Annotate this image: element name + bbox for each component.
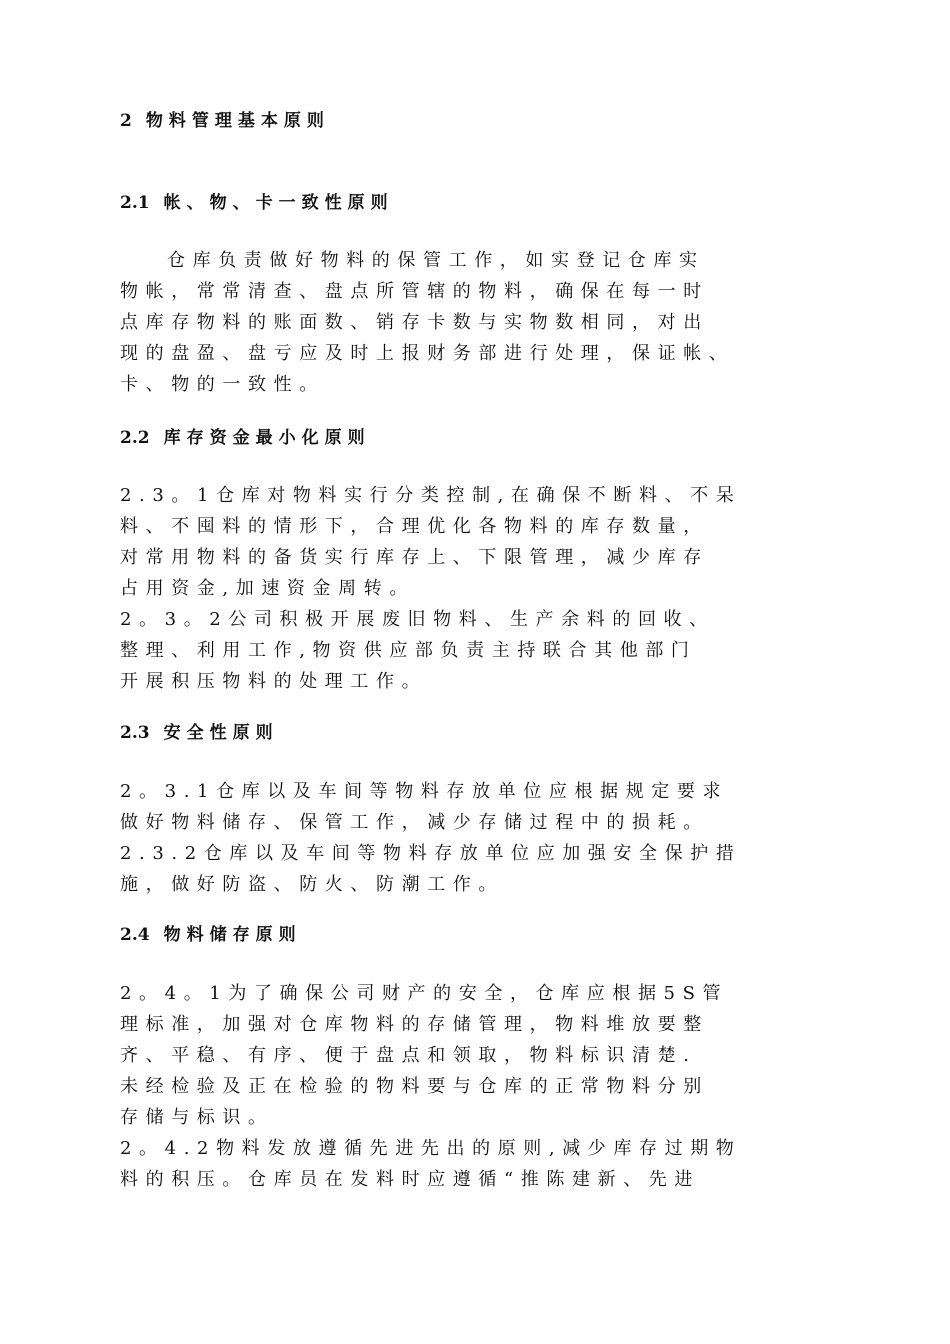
paragraph-line: 整理、利用工作,物资供应部负责主持联合其他部门 [120, 640, 697, 661]
chapter-number: 2 [120, 111, 132, 131]
paragraph-line: 对常用物料的备货实行库存上、下限管理，减少库存 [120, 547, 709, 568]
paragraph-line: 卡、物的一致性。 [120, 374, 325, 395]
chapter-title: 物料管理基本原则 [145, 111, 330, 131]
paragraph-line: 仓库负责做好物料的保管工作，如实登记仓库实 [167, 250, 705, 271]
paragraph-line: 2。4。1为了确保公司财产的安全，仓库应根据5S管 [120, 983, 729, 1004]
paragraph-line: 理标准，加强对仓库物料的存储管理，物料堆放要整 [120, 1014, 709, 1035]
paragraph-line: 施，做好防盗、防火、防潮工作。 [120, 874, 504, 895]
paragraph-line: 现的盘盈、盘亏应及时上报财务部进行处理，保证帐、 [120, 343, 735, 364]
section-heading-2-4 [120, 920, 302, 945]
paragraph-line: 2.3。1仓库对物料实行分类控制,在确保不断料、不呆 [120, 485, 742, 506]
section-number: 2.2 [120, 428, 150, 448]
section-heading-2-3 [120, 718, 279, 743]
section-number: 2.1 [120, 193, 150, 213]
section-title: 安全性原则 [163, 723, 279, 743]
paragraph-line: 做好物料储存、保管工作，减少存储过程中的损耗。 [120, 812, 709, 833]
paragraph-line: 2。3。2公司积极开展废旧物料、生产余料的回收、 [120, 609, 715, 630]
paragraph-line: 齐、平稳、有序、便于盘点和领取，物料标识清楚. [120, 1045, 697, 1066]
paragraph-line: 2.3.2仓库以及车间等物料存放单位应加强安全保护措 [120, 843, 742, 864]
section-number: 2.4 [120, 925, 150, 945]
paragraph-line: 开展积压物料的处理工作。 [120, 671, 428, 692]
paragraph-line: 点库存物料的账面数、销存卡数与实物数相同，对出 [120, 312, 709, 333]
paragraph-line: 料、不囤料的情形下，合理优化各物料的库存数量， [120, 516, 709, 537]
section-heading-2-2 [120, 423, 371, 448]
section-number: 2.3 [120, 723, 150, 743]
section-heading-2-1 [120, 188, 394, 213]
section-title: 库存资金最小化原则 [163, 428, 371, 448]
paragraph-line: 存储与标识。 [120, 1107, 274, 1128]
chapter-heading [120, 106, 330, 131]
paragraph-line: 2。4.2物料发放遵循先进先出的原则,减少库存过期物 [120, 1138, 742, 1159]
paragraph-line: 未经检验及正在检验的物料要与仓库的正常物料分别 [120, 1076, 709, 1097]
paragraph-line: 占用资金,加速资金周转。 [120, 578, 415, 599]
section-title: 帐、物、卡一致性原则 [163, 193, 394, 213]
section-title: 物料储存原则 [163, 925, 302, 945]
paragraph-line: 料的积压。仓库员在发料时应遵循“推陈建新、先进 [120, 1169, 700, 1190]
paragraph-line: 2。3.1仓库以及车间等物料存放单位应根据规定要求 [120, 781, 729, 802]
paragraph-line: 物帐，常常清查、盘点所管辖的物料，确保在每一时 [120, 281, 709, 302]
